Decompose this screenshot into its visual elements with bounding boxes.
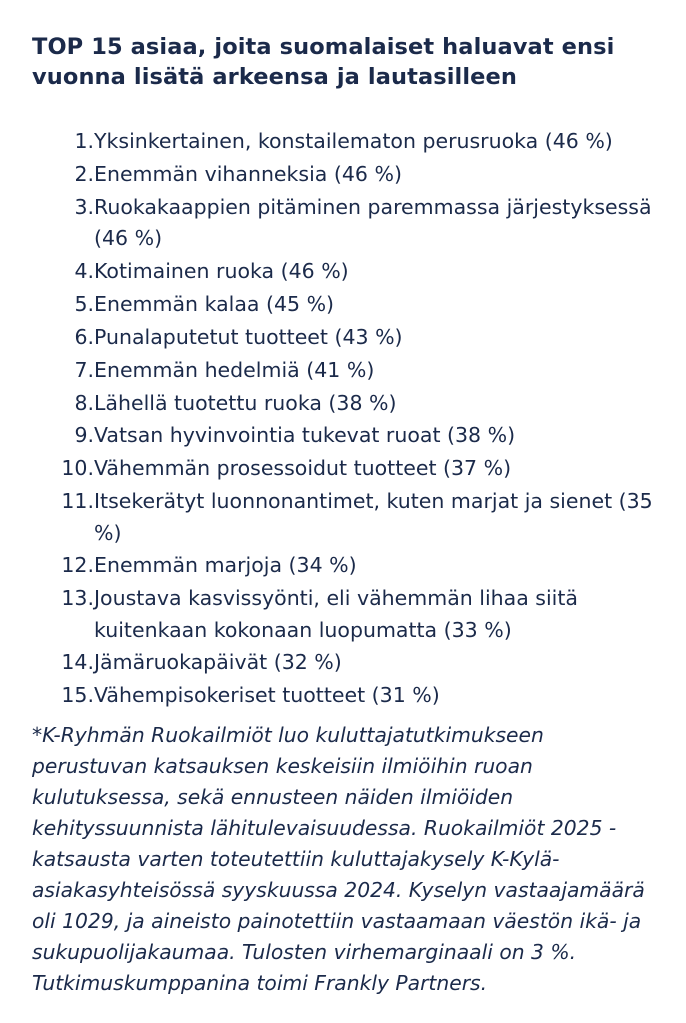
item-text: Vähemmän prosessoidut tuotteet (37 %) bbox=[94, 456, 512, 481]
item-text: Enemmän hedelmiä (41 %) bbox=[94, 357, 375, 382]
item-text: Itsekerätyt luonnonantimet, kuten marjat ja sienet (35 %) bbox=[94, 489, 653, 545]
list-item bbox=[44, 159, 664, 190]
item-text: Joustava kasvissyönti, eli vähemmän lihaa siitä kuitenkaan kokonaan luopumatta (33 %) bbox=[94, 586, 578, 642]
list-item bbox=[44, 680, 664, 711]
item-text: Punalaputetut tuotteet (43 %) bbox=[94, 324, 403, 349]
item-text: Enemmän vihanneksia (46 %) bbox=[94, 161, 402, 186]
item-text: Lähellä tuotettu ruoka (38 %) bbox=[94, 390, 397, 415]
list-item bbox=[44, 583, 664, 646]
footnote: *K-Ryhmän Ruokailmiöt luo kuluttajatutkimukseen perustuvan katsauksen keskeisiin ilmiöihin ruoan kulutuksessa, sekä ennusteen näiden ilmiöiden kehityssuunnista lähitulevaisuudessa. Ruokailmiöt 2025 -katsausta varten toteutettiin kuluttajakysely K-Kylä-asiakasyhteisössä syyskuussa 2024. Kyselyn vastaajamäärä oli 1029, ja aineisto painotettiin vastaamaan väestön ikä- ja sukupuolijakaumaa. Tulosten virhemarginaali on 3 %. Tutkimuskumppanina toimi Frankly Partners. bbox=[32, 723, 645, 995]
item-number: 7. bbox=[74, 357, 94, 382]
item-text: Ruokakaappien pitäminen paremmassa järjestyksessä (46 %) bbox=[94, 194, 652, 251]
list-item bbox=[44, 256, 664, 287]
item-number: 9. bbox=[74, 423, 94, 448]
list-item bbox=[44, 126, 664, 157]
item-text: Enemmän marjoja (34 %) bbox=[94, 553, 357, 578]
list-item bbox=[44, 355, 664, 386]
list-item bbox=[44, 550, 664, 581]
list-item bbox=[44, 647, 664, 678]
list-item bbox=[44, 420, 664, 451]
item-number: 12. bbox=[61, 553, 94, 578]
top15-list bbox=[44, 126, 664, 713]
item-number: 2. bbox=[74, 161, 94, 186]
item-text: Vähempisokeriset tuotteet (31 %) bbox=[94, 683, 440, 708]
item-number: 14. bbox=[61, 650, 94, 675]
list-item bbox=[44, 388, 664, 419]
item-text: Enemmän kalaa (45 %) bbox=[94, 291, 335, 316]
item-number: 8. bbox=[74, 390, 94, 415]
item-number: 4. bbox=[74, 258, 94, 283]
list-item bbox=[44, 322, 664, 353]
item-text: Yksinkertainen, konstailematon perusruoka (46 %) bbox=[94, 129, 613, 153]
item-text: Jämäruokapäivät (32 %) bbox=[94, 650, 342, 675]
list-item bbox=[44, 289, 664, 320]
item-number: 11. bbox=[61, 489, 94, 514]
list-item bbox=[44, 486, 664, 549]
item-number: 1. bbox=[74, 129, 94, 153]
list-item bbox=[44, 192, 664, 255]
item-text: Kotimainen ruoka (46 %) bbox=[94, 258, 349, 283]
item-number: 10. bbox=[61, 456, 94, 481]
item-number: 13. bbox=[61, 586, 94, 611]
list-item bbox=[44, 453, 664, 484]
item-number: 3. bbox=[74, 194, 94, 219]
item-text: Vatsan hyvinvointia tukevat ruoat (38 %) bbox=[94, 423, 516, 448]
item-number: 5. bbox=[74, 291, 94, 316]
page-title: TOP 15 asiaa, joita suomalaiset haluavat ensi vuonna lisätä arkeensa ja lautasilleen bbox=[32, 34, 615, 90]
item-number: 6. bbox=[74, 324, 94, 349]
item-number: 15. bbox=[61, 683, 94, 708]
